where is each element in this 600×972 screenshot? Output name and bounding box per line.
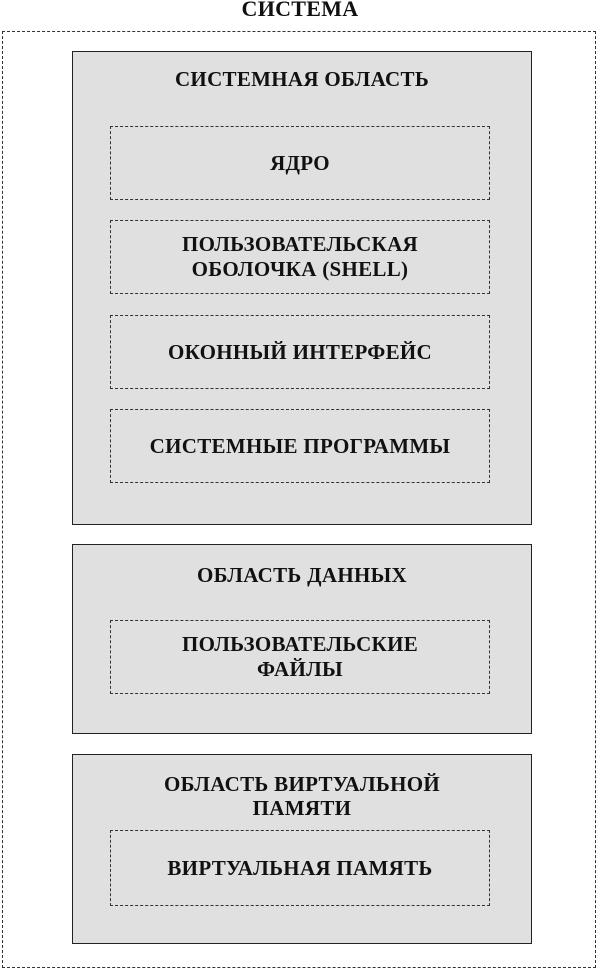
data-area bbox=[72, 544, 532, 734]
virtual-memory-label: ВИРТУАЛЬНАЯ ПАМЯТЬ bbox=[167, 855, 433, 880]
virtual-memory-area-label-line1: ОБЛАСТЬ ВИРТУАЛЬНОЙ bbox=[163, 772, 440, 796]
data-area-label: ОБЛАСТЬ ДАННЫХ bbox=[196, 563, 408, 587]
shell-label-line1: ПОЛЬЗОВАТЕЛЬСКАЯ bbox=[181, 232, 419, 256]
user-files-box bbox=[110, 620, 490, 694]
system-programs-label: СИСТЕМНЫЕ ПРОГРАММЫ bbox=[149, 433, 451, 458]
virtual-memory-area bbox=[72, 754, 532, 944]
shell-label-line2: ОБОЛОЧКА (SHELL) bbox=[191, 257, 409, 281]
system-area bbox=[72, 51, 532, 525]
diagram-title: СИСТЕМА bbox=[241, 0, 359, 21]
kernel-box bbox=[110, 126, 490, 200]
user-files-label-line1: ПОЛЬЗОВАТЕЛЬСКИЕ bbox=[181, 632, 419, 656]
window-interface-label: ОКОННЫЙ ИНТЕРФЕЙС bbox=[167, 339, 433, 364]
virtual-memory-area-label-line2: ПАМЯТИ bbox=[252, 796, 352, 820]
system-area-label: СИСТЕМНАЯ ОБЛАСТЬ bbox=[174, 67, 430, 91]
virtual-memory-area-label bbox=[73, 772, 531, 820]
shell-box bbox=[110, 220, 490, 294]
window-interface-box bbox=[110, 315, 490, 389]
virtual-memory-box bbox=[110, 830, 490, 906]
user-files-label-line2: ФАЙЛЫ bbox=[257, 657, 343, 681]
system-programs-box bbox=[110, 409, 490, 483]
kernel-label: ЯДРО bbox=[270, 150, 330, 175]
